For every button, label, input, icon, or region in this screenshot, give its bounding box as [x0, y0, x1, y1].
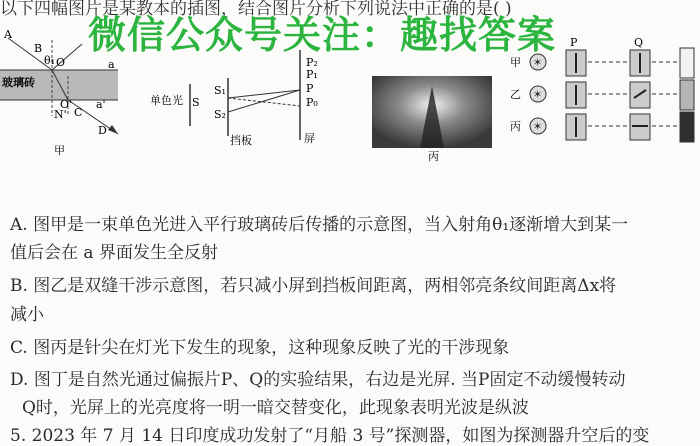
option-B-line1: B. 图乙是双缝干涉示意图，若只减小屏到挡板间距离，两相邻亮条纹间距离Δx将 — [10, 276, 617, 296]
option-C-line1: C. 图丙是针尖在灯光下发生的现象，这种现象反映了光的干涉现象 — [10, 338, 510, 358]
label-C: C — [74, 106, 83, 119]
figure-yi — [150, 50, 318, 147]
ding-row-bing: 丙 — [510, 120, 521, 133]
caption-jia: 甲 — [54, 144, 65, 157]
label-glass: 玻璃砖 — [2, 76, 35, 89]
label-P: P — [306, 82, 314, 95]
label-theta1: θ₁ — [44, 54, 56, 67]
ding-label-P: P — [570, 36, 578, 49]
label-P2: P₂ — [306, 56, 318, 69]
label-a1: a' — [96, 98, 106, 111]
label-S1: S₁ — [214, 84, 226, 97]
label-N1: N' — [54, 108, 67, 121]
ding-row-jia: 甲 — [510, 56, 521, 69]
label-screen: 屏 — [304, 132, 315, 145]
option-A-line2: 值后会在 a 界面发生全反射 — [10, 243, 218, 263]
label-B: B — [34, 42, 43, 55]
label-D: D — [98, 124, 107, 137]
label-a: a — [108, 58, 115, 71]
label-baffle: 挡板 — [230, 134, 252, 147]
label-O1: O' — [60, 98, 73, 111]
svg-text:✶: ✶ — [533, 120, 543, 133]
label-A: A — [4, 28, 12, 41]
label-S: S — [192, 96, 200, 109]
label-light: 单色光 — [150, 94, 183, 107]
question-stem: 以下四幅图片是某教本的插图，结合图片分析下列说法中正确的是( ) — [0, 0, 512, 19]
label-S2: S₂ — [214, 108, 226, 121]
option-D-line2: Q时，光屏上的光亮度将一明一暗交替变化，此现象表明光波是纵波 — [22, 398, 529, 418]
label-O: O — [56, 56, 66, 69]
option-B-line2: 减小 — [10, 305, 44, 325]
option-A-line1: A. 图甲是一束单色光进入平行玻璃砖后传播的示意图，当入射角θ₁逐渐增大到某一 — [10, 215, 629, 235]
figure-bing — [372, 76, 492, 163]
option-D-line1: D. 图丁是自然光通过偏振片P、Q的实验结果，右边是光屏. 当P固定不动缓慢转动 — [10, 370, 626, 390]
label-P1: P₁ — [306, 68, 318, 81]
ding-label-Q: Q — [634, 36, 644, 49]
next-question-line: 5. 2023 年 7 月 14 日印度成功发射了“月船 3 号”探测器，如图为探测器升空后的变 — [10, 426, 650, 446]
caption-bing: 丙 — [428, 150, 439, 163]
svg-text:✶: ✶ — [533, 56, 543, 69]
watermark: 微信公众号关注：趣找答案 — [88, 13, 557, 57]
svg-text:✶: ✶ — [533, 88, 543, 101]
ding-row-yi: 乙 — [510, 88, 521, 101]
label-P0: P₀ — [306, 96, 318, 109]
